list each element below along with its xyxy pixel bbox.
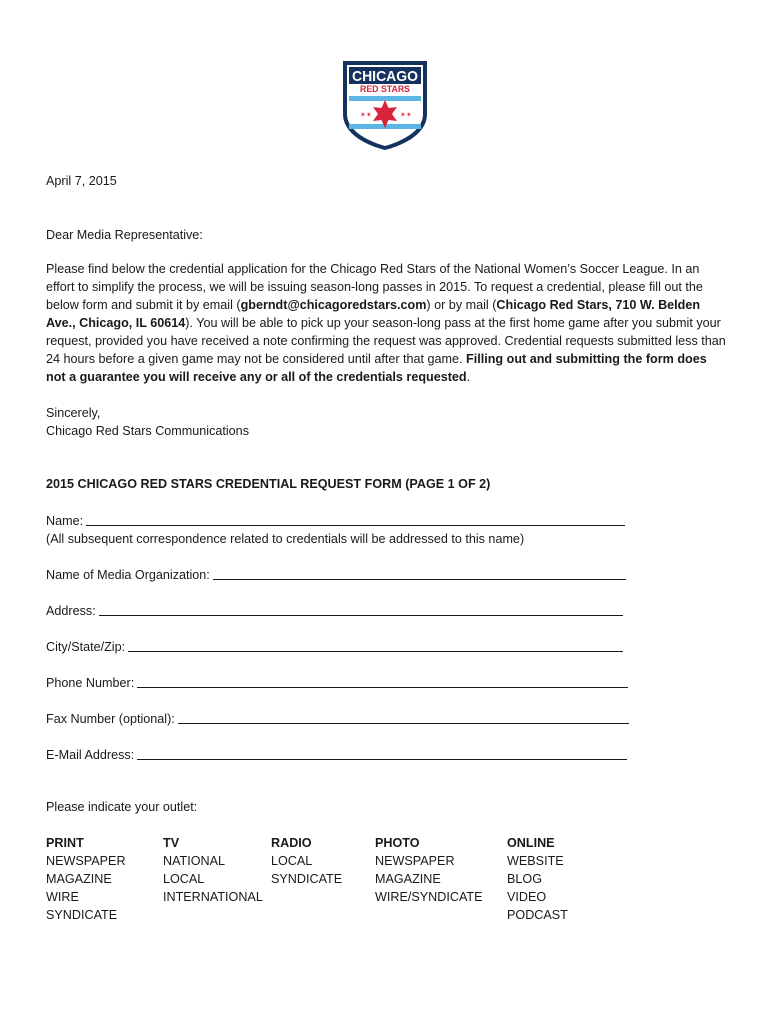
outlet-option[interactable]: WIRE/SYNDICATE [375,890,483,904]
address-input-line[interactable] [99,602,623,616]
outlet-header-radio: RADIO [271,836,312,850]
organization-input-line[interactable] [213,566,626,580]
outlet-option[interactable]: SYNDICATE [271,872,343,886]
email-field[interactable] [46,746,627,764]
outlet-option[interactable]: NEWSPAPER [375,854,455,868]
outlet-prompt: Please indicate your outlet: [46,800,198,814]
outlet-option[interactable]: WIRE [46,890,79,904]
mailing-address: Chicago Red Stars, 710 W. Belden Ave., Chicago, IL 60614 [46,298,701,330]
phone-input-line[interactable] [137,674,628,688]
city-label: City/State/Zip: [46,640,126,654]
outlet-column-radio [271,834,342,888]
outlet-option[interactable]: NATIONAL [163,854,226,868]
outlet-option[interactable]: WEBSITE [507,854,564,868]
organization-field[interactable] [46,566,626,584]
chicago-red-stars-logo [340,58,430,152]
svg-text:✶✶: ✶✶ [360,111,372,119]
outlet-option[interactable]: MAGAZINE [375,872,441,886]
email-input-line[interactable] [137,746,627,760]
outlet-header-photo: PHOTO [375,836,420,850]
fax-field[interactable] [46,710,629,728]
name-field[interactable] [46,512,625,530]
body-paragraph: Please find below the credential application for the Chicago Red Stars of the National Women’s Soccer League. In an effort to simplify the process, we will be issuing season-long passes in 2015. To request a credential, please fill out the below form and submit it by email (gberndt@chicagoredstars.com) or by mail (Chicago Red Stars, 710 W. Belden Ave., Chicago, IL 60614). You will be able to pick up your season-long pass at the first home game after you submit your request, provided you have received a note confirming the request was approved. Credential requests submitted less than 24 hours before a given game may not be considered until after that game. Filling out and submitting the form does not a guarantee you will receive any or all of the credentials requested. [46,262,726,384]
disclaimer: Filling out and submitting the form does not a guarantee you will receive any or all of the credentials requested [46,352,707,384]
fax-input-line[interactable] [178,710,629,724]
outlet-option[interactable]: LOCAL [163,872,205,886]
outlet-option[interactable]: NEWSPAPER [46,854,126,868]
phone-field[interactable] [46,674,628,692]
outlet-column-print [46,834,126,924]
closing: Sincerely, [46,406,101,420]
outlet-option[interactable]: INTERNATIONAL [163,890,263,904]
organization-label: Name of Media Organization: [46,568,210,582]
outlet-header-print: PRINT [46,836,84,850]
address-field[interactable] [46,602,623,620]
outlet-header-online: ONLINE [507,836,555,850]
contact-email: gberndt@chicagoredstars.com [240,298,427,312]
outlet-option[interactable]: LOCAL [271,854,313,868]
outlet-option[interactable]: BLOG [507,872,542,886]
outlet-option[interactable]: SYNDICATE [46,908,118,922]
name-note: (All subsequent correspondence related to credentials will be addressed to this name) [46,532,525,546]
email-label: E-Mail Address: [46,748,135,762]
form-title: 2015 CHICAGO RED STARS CREDENTIAL REQUEST FORM (PAGE 1 OF 2) [46,477,491,491]
city-field[interactable] [46,638,623,656]
outlet-option[interactable]: MAGAZINE [46,872,112,886]
outlet-option[interactable]: VIDEO [507,890,547,904]
logo-top-text: CHICAGO [352,68,419,85]
fax-label: Fax Number (optional): [46,712,175,726]
name-label: Name: [46,514,84,528]
address-label: Address: [46,604,96,618]
outlet-header-tv: TV [163,836,180,850]
greeting: Dear Media Representative: [46,228,203,242]
logo-bottom-text: RED STARS [360,84,410,94]
signature: Chicago Red Stars Communications [46,424,249,438]
city-input-line[interactable] [128,638,623,652]
svg-text:✶✶: ✶✶ [400,111,412,119]
outlet-column-online [507,834,568,924]
letter-date: April 7, 2015 [46,174,117,188]
outlet-option[interactable]: PODCAST [507,908,568,922]
outlet-column-tv [163,834,263,906]
name-input-line[interactable] [86,512,625,526]
outlet-column-photo [375,834,483,906]
phone-label: Phone Number: [46,676,135,690]
